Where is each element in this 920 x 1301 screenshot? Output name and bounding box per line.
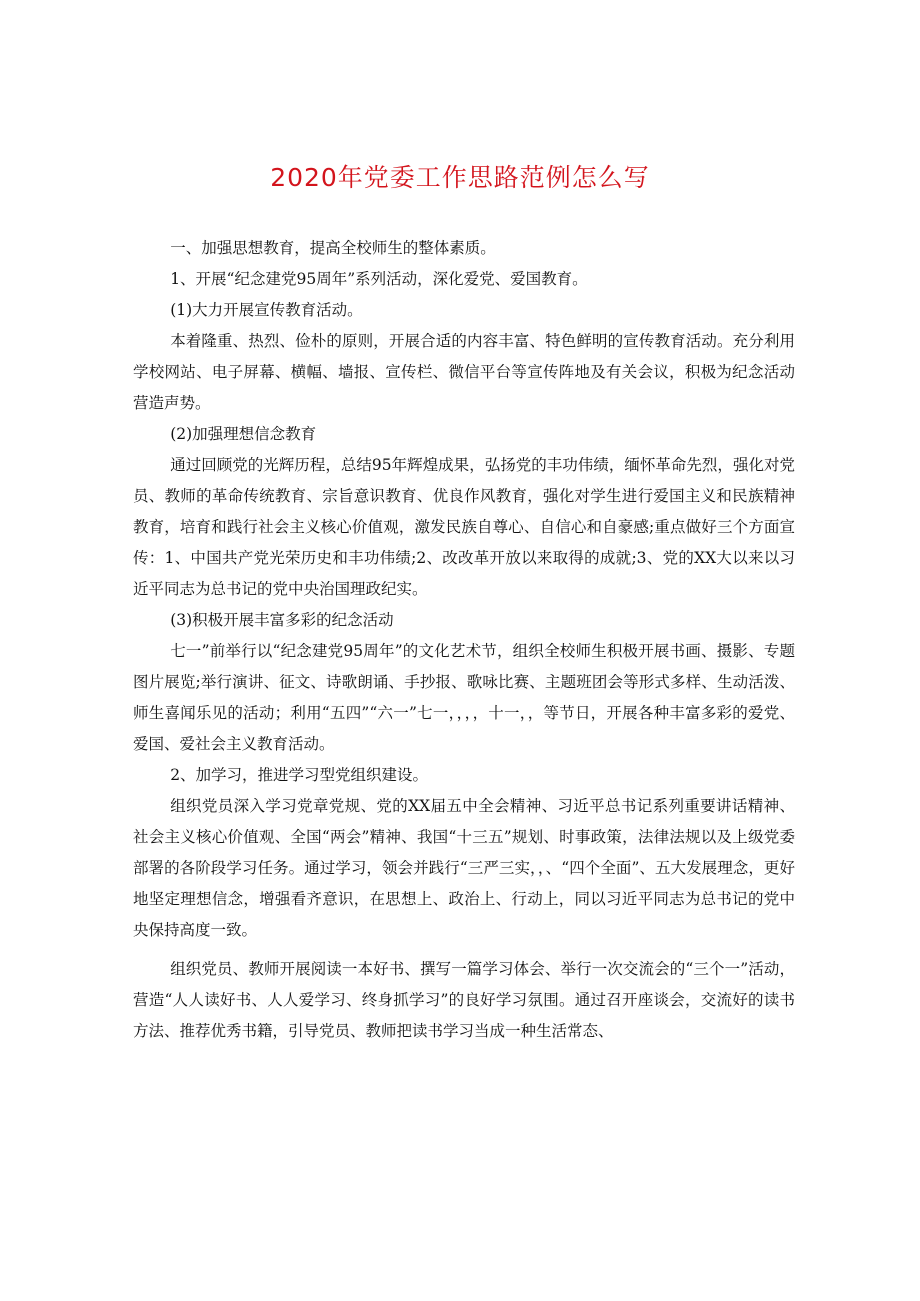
subsection-heading-1: 1、开展“纪念建党95周年”系列活动，深化爱党、爱国教育。 bbox=[170, 270, 588, 288]
subsection-heading-2: 2、加学习，推进学习型党组织建设。 bbox=[170, 766, 429, 784]
document-body bbox=[133, 233, 795, 1047]
section-heading-1: 一、加强思想教育，提高全校师生的整体素质。 bbox=[170, 239, 496, 257]
item-heading-2: (2)加强理想信念教育 bbox=[170, 425, 317, 443]
item-heading-3: (3)积极开展丰富多彩的纪念活动 bbox=[170, 611, 394, 629]
paragraph-1: 本着隆重、热烈、俭朴的原则，开展合适的内容丰富、特色鲜明的宣传教育活动。充分利用学校网站、电子屏幕、横幅、墙报、宣传栏、微信平台等宣传阵地及有关会议，积极为纪念活动营造声势。 bbox=[133, 332, 795, 412]
paragraph-4: 组织党员深入学习党章党规、党的XX届五中全会精神、习近平总书记系列重要讲话精神、社会主义核心价值观、全国“两会”精神、我国“十三五”规划、时事政策，法律法规以及上级党委部署的各阶段学习任务。通过学习，领会并践行“三严三实，，、“四个全面”、五大发展理念，更好地坚定理想信念，增强看齐意识，在思想上、政治上、行动上，同以习近平同志为总书记的党中央保持高度一致。 bbox=[133, 797, 795, 939]
paragraph-3: 七一”前举行以“纪念建党95周年”的文化艺术节，组织全校师生积极开展书画、摄影、专题图片展览;举行演讲、征文、诗歌朗诵、手抄报、歌咏比赛、主题班团会等形式多样、生动活泼、师生喜闻乐见的活动；利用“五四”“六一”七一，，，，十一，，等节日，开展各种丰富多彩的爱党、爱国、爱社会主义教育活动。 bbox=[133, 642, 795, 753]
item-heading-1: (1)大力开展宣传教育活动。 bbox=[170, 301, 363, 319]
paragraph-2: 通过回顾党的光辉历程，总结95年辉煌成果，弘扬党的丰功伟绩，缅怀革命先烈，强化对党员、教师的革命传统教育、宗旨意识教育、优良作风教育，强化对学生进行爱国主义和民族精神教育，培育和践行社会主义核心价值观，激发民族自尊心、自信心和自豪感;重点做好三个方面宣传：1、中国共产党光荣历史和丰功伟绩;2、改改革开放以来取得的成就;3、党的XX大以来以习近平同志为总书记的党中央治国理政纪实。 bbox=[133, 456, 795, 598]
paragraph-5: 组织党员、教师开展阅读一本好书、撰写一篇学习体会、举行一次交流会的“三个一”活动，营造“人人读好书、人人爱学习、终身抓学习”的良好学习氛围。通过召开座谈会，交流好的读书方法、推荐优秀书籍，引导党员、教师把读书学习当成一种生活常态、 bbox=[133, 960, 795, 1040]
document-title: 2020年党委工作思路范例怎么写 bbox=[270, 163, 650, 192]
